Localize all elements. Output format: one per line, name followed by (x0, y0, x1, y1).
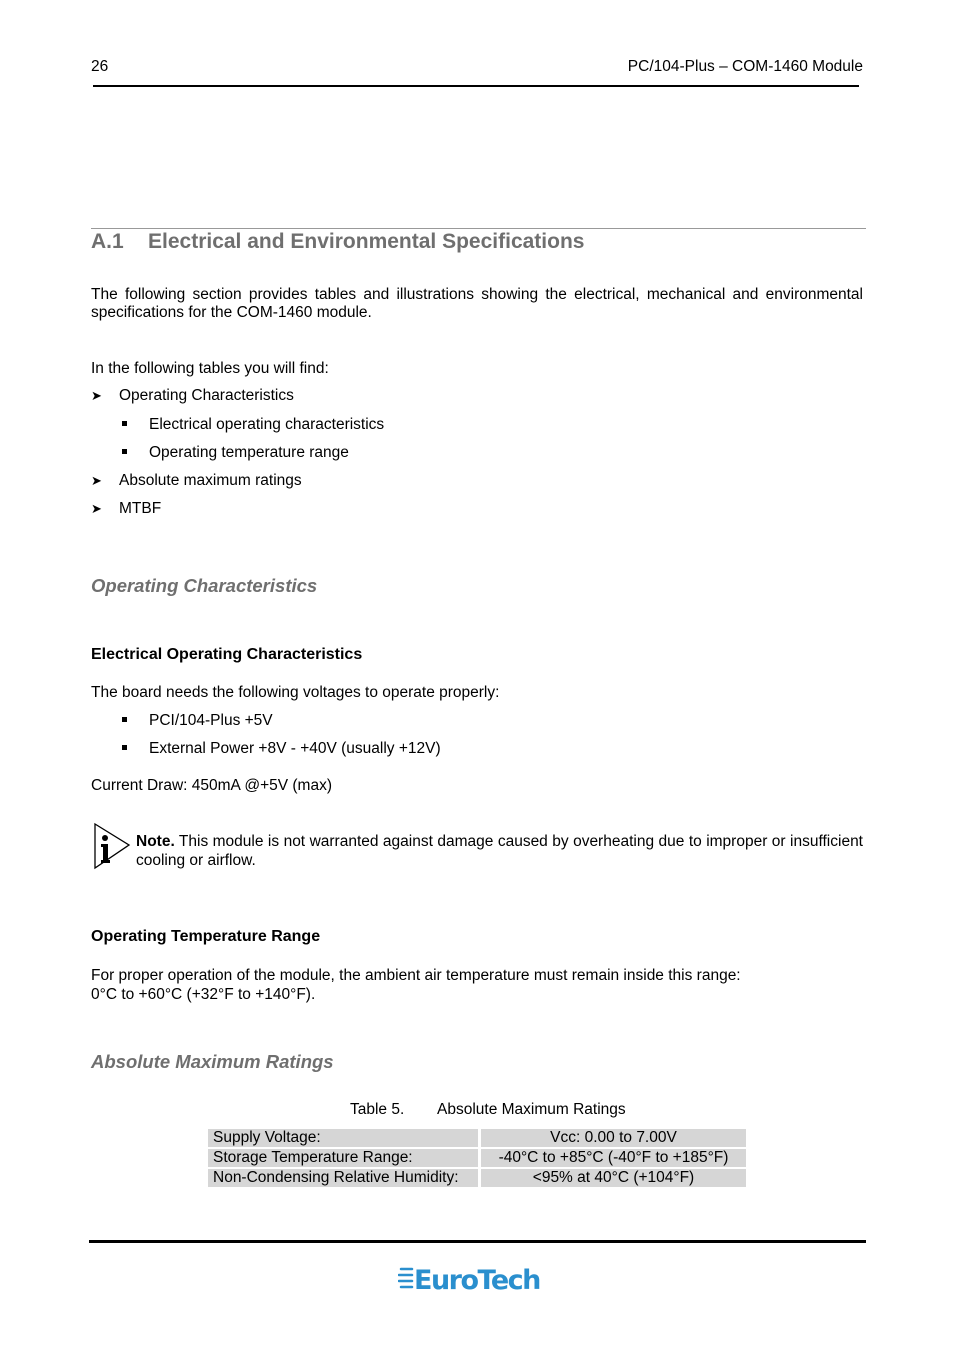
table-row (208, 1169, 746, 1187)
section-title-text: Electrical and Environmental Specifications (148, 230, 585, 253)
list-intro: In the following tables you will find: (91, 360, 329, 377)
temperature-paragraph (91, 966, 863, 1004)
voltage-text: External Power +8V - +40V (usually +12V) (149, 740, 441, 757)
table-caption (350, 1101, 626, 1119)
temperature-range: 0°C to +60°C (+32°F to +140°F). (91, 986, 316, 1003)
arrow-bullet-icon: ➤ (91, 388, 102, 403)
section-title (91, 230, 584, 254)
square-bullet-icon (122, 421, 127, 426)
arrow-bullet-icon: ➤ (91, 473, 102, 488)
list-item-text: Operating Characteristics (119, 387, 294, 404)
footer-rule (89, 1240, 866, 1243)
current-draw: Current Draw: 450mA @+5V (max) (91, 777, 332, 794)
square-bullet-icon (122, 449, 127, 454)
ratings-table (205, 1127, 749, 1189)
eurotech-logo (398, 1260, 558, 1296)
row-value: -40°C to +85°C (-40°F to +185°F) (481, 1149, 746, 1167)
row-label: Non-Condensing Relative Humidity: (208, 1169, 478, 1187)
list-subitem (120, 416, 384, 434)
header-rule (93, 85, 859, 87)
temperature-line: For proper operation of the module, the ambient air temperature must remain inside this range: (91, 967, 741, 984)
electrical-intro: The board needs the following voltages to operate properly: (91, 684, 500, 701)
page-number: 26 (91, 58, 109, 75)
arrow-bullet-icon: ➤ (91, 501, 102, 516)
section-rule (91, 228, 866, 229)
intro-paragraph: The following section provides tables and illustrations showing the electrical, mechanical and environmental specifications for the COM-1460 module. (91, 286, 863, 321)
document-title: PC/104-Plus – COM-1460 Module (627, 58, 863, 75)
table-caption-label: Table 5. (350, 1101, 405, 1118)
info-icon (93, 822, 131, 870)
list-item-text: Absolute maximum ratings (119, 472, 302, 489)
square-bullet-icon (122, 717, 127, 722)
ratings-heading: Absolute Maximum Ratings (91, 1051, 334, 1072)
square-bullet-icon (122, 745, 127, 750)
list-subitem (120, 444, 349, 462)
row-value: Vcc: 0.00 to 7.00V (481, 1129, 746, 1147)
operating-heading: Operating Characteristics (91, 575, 318, 596)
list-item (91, 500, 161, 518)
voltage-item (120, 712, 273, 730)
row-label: Supply Voltage: (208, 1129, 478, 1147)
table-row (208, 1129, 746, 1147)
temperature-heading: Operating Temperature Range (91, 928, 321, 945)
section-number: A.1 (91, 230, 124, 253)
list-item-text: MTBF (119, 500, 162, 517)
electrical-heading: Electrical Operating Characteristics (91, 646, 363, 663)
list-item (91, 472, 302, 490)
voltage-item (120, 740, 441, 758)
note-label: Note. (136, 833, 175, 850)
list-item (91, 387, 294, 405)
list-subitem-text: Operating temperature range (149, 444, 349, 461)
note-paragraph (136, 832, 863, 870)
note-text: This module is not warranted against damage caused by overheating due to improper or insufficient cooling or airflow. (136, 833, 863, 869)
row-label: Storage Temperature Range: (208, 1149, 478, 1167)
table-row (208, 1149, 746, 1167)
voltage-text: PCI/104-Plus +5V (149, 712, 273, 729)
logo-text: EuroTech (414, 1265, 540, 1296)
list-subitem-text: Electrical operating characteristics (149, 416, 385, 433)
row-value: <95% at 40°C (+104°F) (481, 1169, 746, 1187)
table-caption-title: Absolute Maximum Ratings (437, 1101, 626, 1118)
